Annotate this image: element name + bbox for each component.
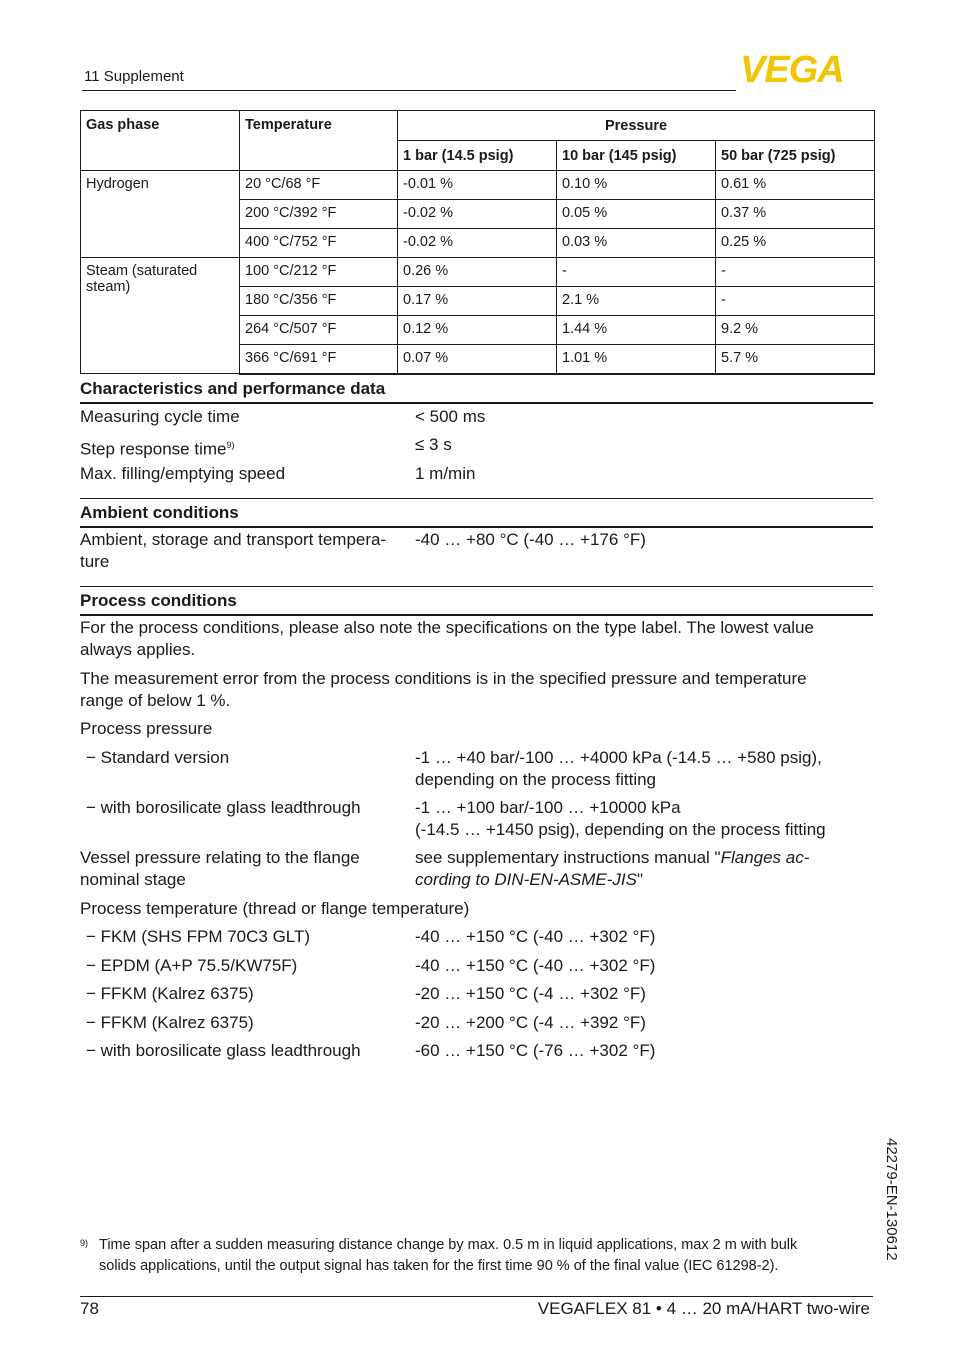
manual-title: cording to DIN-EN-ASME-JIS (415, 870, 637, 889)
temp-item-label: − EPDM (A+P 75.5/KW75F) (86, 956, 298, 975)
page-number: 78 (80, 1299, 99, 1318)
pressure-heading: Process pressure (80, 719, 213, 738)
table-cell: 0.12 % (398, 316, 557, 345)
footnote (80, 1235, 870, 1277)
table-cell: -0.02 % (398, 200, 557, 229)
vessel-pressure-label (80, 847, 410, 891)
table-cell: 366 °C/691 °F (240, 345, 398, 374)
text-line (415, 869, 875, 891)
table-cell: 0.25 % (716, 229, 875, 258)
section-divider (80, 526, 873, 528)
section-divider (80, 498, 873, 499)
section-header: 11 Supplement (84, 68, 184, 85)
ambient-temp-label (80, 529, 410, 573)
borosilicate-label: − with borosilicate glass leadthrough (86, 798, 361, 817)
table-cell: 0.03 % (557, 229, 716, 258)
borosilicate-value (415, 797, 875, 841)
gas-name: Steam (saturated steam) (81, 258, 240, 374)
text-line: range of below 1 %. (80, 691, 231, 710)
header-pressure-10bar: 10 bar (145 psig) (557, 141, 716, 171)
document-title: VEGAFLEX 81 • 4 … 20 mA/HART two-wire (537, 1299, 870, 1318)
standard-version-label: − Standard version (86, 748, 230, 767)
temperature-heading: Process temperature (thread or flange temperature) (80, 899, 470, 918)
table-cell: -0.01 % (398, 171, 557, 200)
table-cell: 0.26 % (398, 258, 557, 287)
table-cell: 0.07 % (398, 345, 557, 374)
temp-item-value: -60 … +150 °C (-76 … +302 °F) (415, 1041, 656, 1060)
manual-title: Flanges ac- (720, 848, 810, 867)
section-divider (80, 586, 873, 587)
temp-item-label: − FFKM (Kalrez 6375) (86, 1013, 254, 1032)
table-cell: 2.1 % (557, 287, 716, 316)
footer-divider (80, 1296, 873, 1297)
header-pressure-1bar: 1 bar (14.5 psig) (398, 141, 557, 171)
text-span: see supplementary instructions manual " (415, 848, 721, 867)
table-cell: 264 °C/507 °F (240, 316, 398, 345)
section-divider (80, 402, 873, 404)
ambient-title: Ambient conditions (80, 503, 239, 522)
table-cell: 0.05 % (557, 200, 716, 229)
temp-item-value: -40 … +150 °C (-40 … +302 °F) (415, 956, 656, 975)
table-cell: 400 °C/752 °F (240, 229, 398, 258)
section-divider (80, 614, 873, 616)
text-line: (-14.5 … +1450 psig), depending on the process fitting (415, 820, 826, 839)
step-response-value: ≤ 3 s (415, 435, 452, 454)
process-title: Process conditions (80, 591, 237, 610)
table-cell: 0.37 % (716, 200, 875, 229)
text-line: -1 … +40 bar/-100 … +4000 kPa (-14.5 … +580 psig), (415, 748, 822, 767)
footnote-line: Time span after a sudden measuring distance change by max. 0.5 m in liquid applications, max 2 m with bulk (99, 1237, 798, 1253)
temp-item-label: − FKM (SHS FPM 70C3 GLT) (86, 927, 311, 946)
process-paragraph-1 (80, 617, 873, 661)
temp-item-label: − FFKM (Kalrez 6375) (86, 984, 254, 1003)
table-cell: 1.01 % (557, 345, 716, 374)
table-cell: -0.02 % (398, 229, 557, 258)
table-cell: - (716, 287, 875, 316)
cycle-time-label: Measuring cycle time (80, 407, 240, 426)
table-cell: 0.61 % (716, 171, 875, 200)
temp-item-value: -20 … +150 °C (-4 … +302 °F) (415, 984, 646, 1003)
table-cell: 180 °C/356 °F (240, 287, 398, 316)
vega-logo (740, 52, 874, 91)
table-cell: 1.44 % (557, 316, 716, 345)
table-cell: 20 °C/68 °F (240, 171, 398, 200)
text-line: For the process conditions, please also note the specifications on the type label. The lowest value (80, 618, 814, 637)
table-cell: - (716, 258, 875, 287)
table-row (81, 171, 875, 200)
cycle-time-value: < 500 ms (415, 407, 486, 426)
temp-item-label: − with borosilicate glass leadthrough (86, 1041, 361, 1060)
table-cell: 200 °C/392 °F (240, 200, 398, 229)
step-response-text: Step response time (80, 439, 227, 459)
text-line: depending on the process fitting (415, 770, 657, 789)
table-row (81, 258, 875, 287)
text-span: " (637, 870, 644, 889)
footnote-mark: 9) (80, 1238, 89, 1248)
temp-item-value: -40 … +150 °C (-40 … +302 °F) (415, 927, 656, 946)
filling-speed-value: 1 m/min (415, 464, 476, 483)
gas-phase-table (80, 110, 875, 375)
header-pressure: Pressure (398, 111, 875, 141)
text-line: -1 … +100 bar/-100 … +10000 kPa (415, 798, 681, 817)
filling-speed-label: Max. filling/emptying speed (80, 464, 286, 483)
gas-name: Hydrogen (81, 171, 240, 258)
header-temperature: Temperature (240, 111, 398, 171)
text-line (415, 847, 875, 869)
step-response-label (80, 434, 410, 461)
ambient-temp-label-line1: Ambient, storage and transport tempera- (80, 530, 387, 549)
header-gas-phase: Gas phase (81, 111, 240, 171)
table-cell: 0.17 % (398, 287, 557, 316)
footnote-ref: 9) (226, 440, 235, 450)
table-cell: 5.7 % (716, 345, 875, 374)
logo-text: VEGA (740, 52, 844, 86)
process-paragraph-2 (80, 668, 873, 712)
ambient-temp-value: -40 … +80 °C (-40 … +176 °F) (415, 530, 646, 549)
table-cell: - (557, 258, 716, 287)
header-divider (82, 90, 736, 91)
document-code: 42279-EN-130612 (883, 1138, 900, 1261)
characteristics-title: Characteristics and performance data (80, 379, 386, 398)
table-cell: 100 °C/212 °F (240, 258, 398, 287)
text-line: nominal stage (80, 870, 186, 889)
vessel-pressure-value (415, 847, 875, 891)
header-pressure-50bar: 50 bar (725 psig) (716, 141, 875, 171)
ambient-temp-label-line2: ture (80, 552, 110, 571)
text-line: always applies. (80, 640, 196, 659)
temp-item-value: -20 … +200 °C (-4 … +392 °F) (415, 1013, 646, 1032)
standard-version-value (415, 747, 875, 791)
text-line: The measurement error from the process conditions is in the specified pressure and temperature (80, 669, 807, 688)
table-cell: 0.10 % (557, 171, 716, 200)
text-line: Vessel pressure relating to the flange (80, 848, 360, 867)
footnote-line: solids applications, until the output signal has taken for the first time 90 % of the final value (IEC 61298-2). (99, 1258, 779, 1274)
table-cell: 9.2 % (716, 316, 875, 345)
